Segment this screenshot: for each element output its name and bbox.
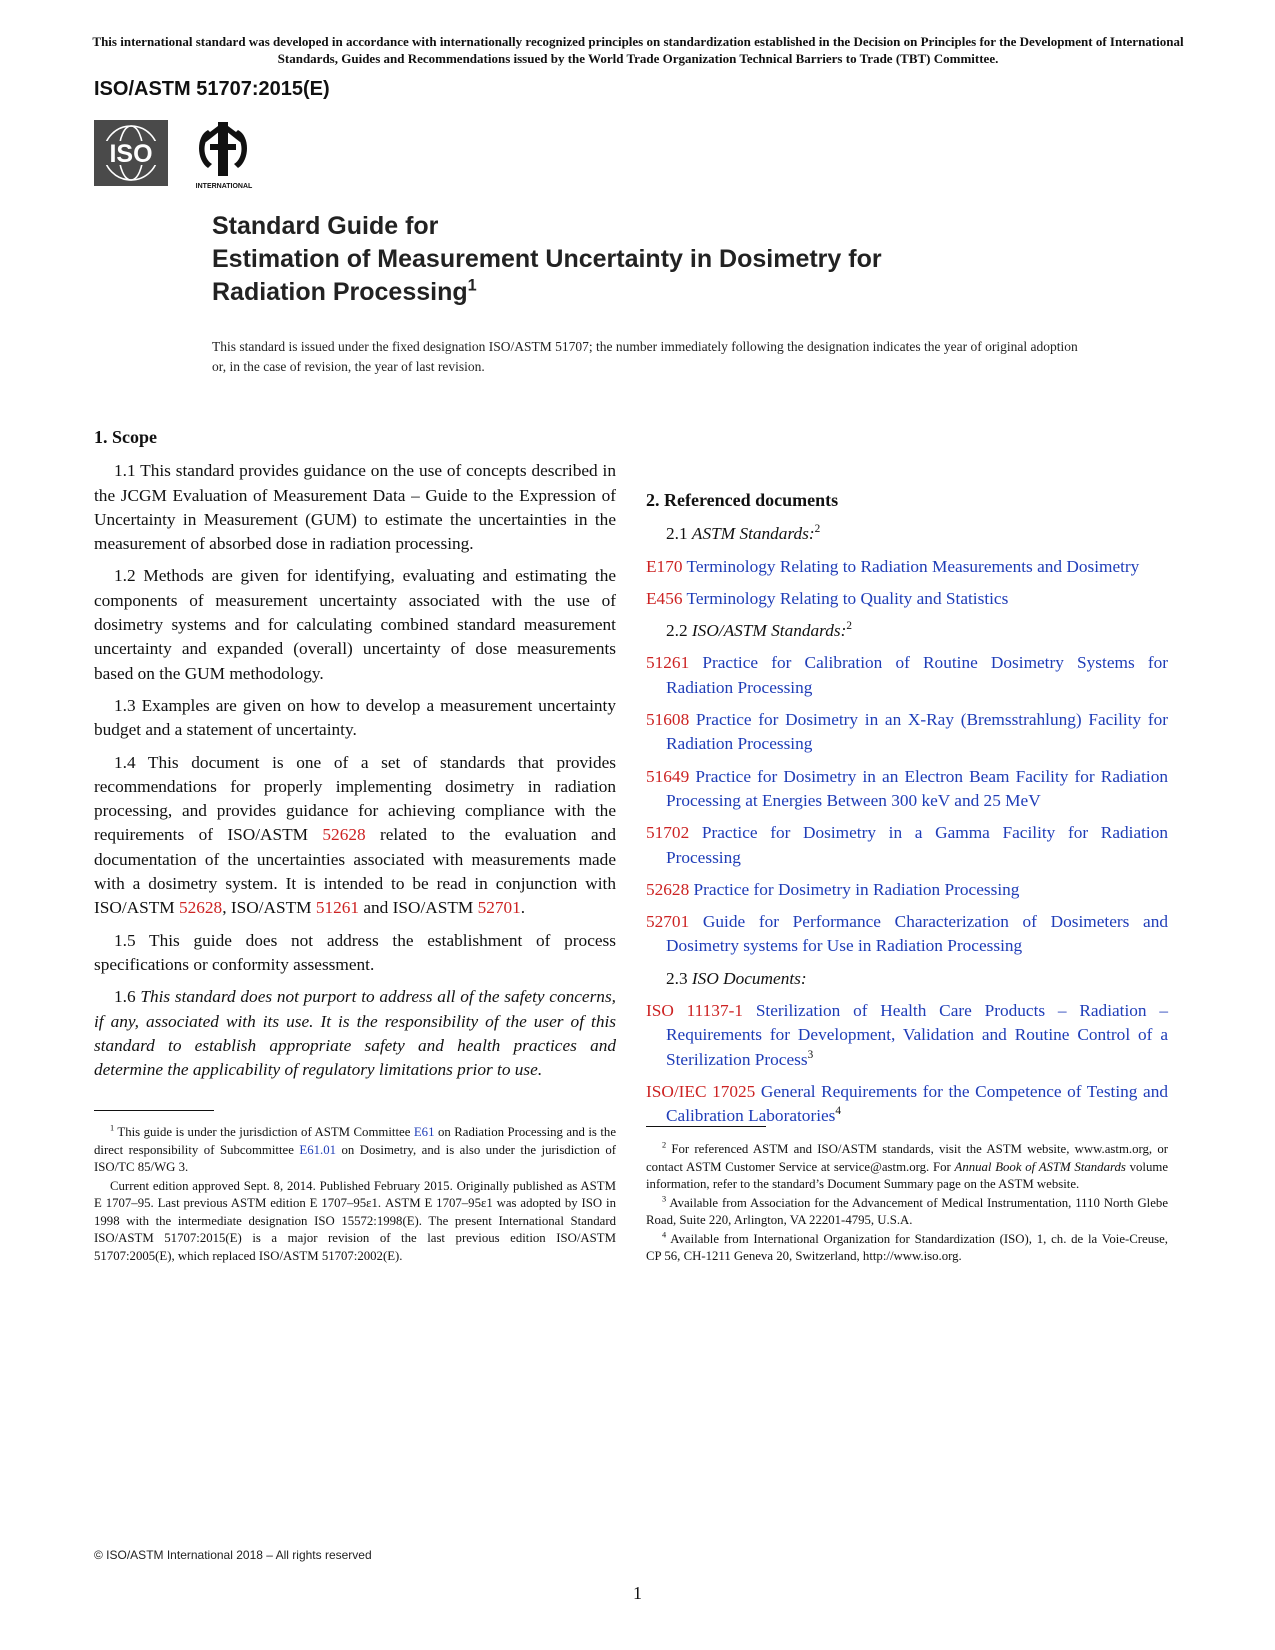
- left-column: [94, 425, 616, 1090]
- iso-globe-icon: [94, 120, 168, 186]
- reference-code[interactable]: 52701: [646, 912, 690, 932]
- reference-item[interactable]: [646, 910, 1168, 959]
- top-notice: This international standard was developed in accordance with internationally recognized principles on standardization established in the Decision on Principles for the Development of International Standards, Guides and Recommendations issued by the World Trade Organization Technical Barriers to Trade (TBT) Committee.: [92, 34, 1184, 66]
- iso-label-text: ISO Documents:: [691, 968, 807, 988]
- footnote-4: [646, 1231, 1168, 1266]
- reference-code[interactable]: ISO 11137-1: [646, 1001, 743, 1021]
- astm-standards-label: [646, 522, 1168, 546]
- page-number: 1: [633, 1583, 642, 1603]
- footnote-divider-left: [94, 1110, 214, 1111]
- title-line-2: Estimation of Measurement Uncertainty in Dosimetry for: [212, 245, 882, 273]
- iso-logo: [94, 120, 168, 186]
- footnote-1-marker: 1: [110, 1123, 115, 1133]
- isoastm-label-sup: 2: [846, 620, 852, 633]
- reference-code[interactable]: E170: [646, 556, 683, 576]
- scope-1-2: 1.2 Methods are given for identifying, evaluating and estimating the components of measurement uncertainty associated with the use of dosimetry systems and for calculating combined standard measurement uncertainty and expanded (overall) uncertainty of dose measurements based on the GUM methodology.: [94, 566, 616, 683]
- reference-code[interactable]: ISO/IEC 17025: [646, 1081, 756, 1101]
- scope-1-4: [94, 751, 616, 921]
- reference-item[interactable]: [646, 821, 1168, 870]
- isoastm-label-num: 2.2: [666, 621, 692, 641]
- link-e61-01[interactable]: E61.01: [299, 1142, 336, 1157]
- scope-1-4-text-e: .: [520, 898, 526, 918]
- footnote-1-text-a: This guide is under the jurisdiction of ASTM Committee: [114, 1125, 414, 1139]
- scope-1-4-text-c: , ISO/ASTM: [222, 898, 316, 918]
- scope-1-4-text-b: related to the evaluation and documentation of the uncertainties associated with measurements made with a dosimetry system. It is intended to be read in conjunction with ISO/ASTM: [94, 825, 616, 918]
- reference-item[interactable]: [646, 651, 1168, 700]
- reference-code[interactable]: 51608: [646, 710, 690, 730]
- reference-title[interactable]: Practice for Dosimetry in an X-Ray (Bremsstrahlung) Facility for Radiation Processing: [666, 710, 1168, 754]
- referenced-documents-heading: 2. Referenced documents: [646, 490, 839, 510]
- title-line-3: [212, 276, 1112, 309]
- scope-1-4-text-d: and ISO/ASTM: [359, 898, 478, 918]
- footnote-2-text-b: volume information, refer to the standard’s Document Summary page on the ASTM website.: [646, 1159, 1168, 1191]
- reference-title[interactable]: Terminology Relating to Radiation Measurements and Dosimetry: [686, 556, 1140, 576]
- footnote-1-text-c: on Dosimetry, and is also under the jurisdiction of ISO/TC 85/WG 3.: [94, 1142, 616, 1174]
- footnotes-left: [94, 1124, 616, 1266]
- link-e61[interactable]: E61: [413, 1125, 435, 1139]
- reference-footnote-marker: 3: [807, 1048, 814, 1061]
- reference-title[interactable]: Sterilization of Health Care Products – Radiation – Requirements for Development, Validation and Routine Control of a Sterilization Process: [666, 1001, 1169, 1069]
- reference-code[interactable]: 51702: [646, 823, 690, 843]
- scope-1-6-safety-text: This standard does not purport to address all of the safety concerns, if any, associated with its use. It is the responsibility of the user of this standard to establish appropriate safety and health practices and determine the applicability of regulatory limitations prior to use.: [94, 987, 616, 1080]
- footnote-1-edition: Current edition approved Sept. 8, 2014. Published February 2015. Originally published as ASTM E 1707–95. Last previous ASTM edition E 1707–95ε1. ASTM E 1707–95ε1 was adopted by ISO in 1998 with the intermediate designation ISO 15572:1998(E). The present International Standard ISO/ASTM 51707:2015(E) is a major revision of the last previous edition ISO/ASTM 51707:2005(E), which replaced ISO/ASTM 51707:2002(E).: [94, 1178, 616, 1263]
- footnote-divider-right: [646, 1126, 766, 1127]
- scope-1-6: [94, 985, 616, 1082]
- reference-title[interactable]: Practice for Dosimetry in an Electron Beam Facility for Radiation Processing at Energies Between 300 keV and 25 MeV: [666, 766, 1168, 810]
- scope-1-3: 1.3 Examples are given on how to develop a measurement uncertainty budget and a statement of uncertainty.: [94, 695, 616, 740]
- astm-emblem-icon: [188, 118, 268, 190]
- scope-1-5: 1.5 This guide does not address the establishment of process specifications or conformity assessment.: [94, 930, 616, 974]
- right-column: [646, 488, 1168, 1137]
- isoastm-reference-list: [646, 651, 1168, 958]
- title-line-1: Standard Guide for: [212, 212, 439, 240]
- footnote-1: [94, 1124, 616, 1177]
- reference-code[interactable]: 51261: [646, 653, 690, 673]
- reference-code[interactable]: 52628: [646, 879, 690, 899]
- footnote-4-text: Available from International Organization for Standardization (ISO), 1, ch. de la Voie-Creuse, CP 56, CH-1211 Geneva 20, Switzerland, http://www.iso.org.: [646, 1231, 1168, 1263]
- reference-title[interactable]: Practice for Dosimetry in a Gamma Facility for Radiation Processing: [666, 823, 1168, 867]
- title-line-3-text: Radiation Processing: [212, 278, 468, 306]
- reference-item[interactable]: [646, 999, 1168, 1072]
- link-52628[interactable]: 52628: [322, 825, 366, 845]
- scope-1-4-text-a: 1.4 This document is one of a set of standards that provides recommendations for properly implementing dosimetry in radiation processing, and provides guidance for achieving compliance with the requirements of ISO/ASTM: [94, 752, 616, 845]
- footnotes-right: [646, 1141, 1168, 1267]
- footnote-2-marker: 2: [662, 1140, 667, 1150]
- scope-1-1: 1.1 This standard provides guidance on the use of concepts described in the JCGM Evaluation of Measurement Data – Guide to the Expression of Uncertainty in Measurement (GUM) to estimate the uncertainties in the measurement of absorbed dose in radiation processing.: [94, 461, 616, 554]
- astm-reference-list: [646, 555, 1168, 612]
- iso-logo-text: ISO: [109, 140, 153, 168]
- reference-item[interactable]: [646, 765, 1168, 814]
- reference-item[interactable]: [646, 1080, 1168, 1129]
- footnote-1-text-b: on Radiation Processing and is the direct responsibility of Subcommittee: [94, 1125, 616, 1157]
- reference-title[interactable]: General Requirements for the Competence of Testing and Calibration Laboratories: [666, 1081, 1168, 1126]
- link-52628-second[interactable]: 52628: [178, 898, 223, 918]
- iso-label-num: 2.3: [666, 968, 692, 988]
- astm-label-text: ASTM Standards:: [691, 524, 815, 544]
- reference-code[interactable]: 51649: [646, 766, 690, 786]
- footnote-3-text: Available from Association for the Advancement of Medical Instrumentation, 1110 North Glebe Road, Suite 220, Arlington, VA 22201-4795, U.S.A.: [646, 1195, 1168, 1227]
- title-footnote-marker: 1: [467, 276, 477, 295]
- reference-footnote-marker: 4: [835, 1105, 842, 1118]
- designation: ISO/ASTM 51707:2015(E): [94, 78, 330, 100]
- footer-copyright: © ISO/ASTM International 2018 – All rights reserved: [94, 1548, 372, 1562]
- reference-title[interactable]: Practice for Calibration of Routine Dosimetry Systems for Radiation Processing: [666, 653, 1168, 697]
- footnote-2: [646, 1141, 1168, 1194]
- astm-label-num: 2.1: [666, 524, 692, 544]
- reference-title[interactable]: Terminology Relating to Quality and Statistics: [686, 588, 1009, 608]
- iso-documents-label: [646, 967, 1168, 991]
- reference-title[interactable]: Guide for Performance Characterization of Dosimeters and Dosimetry systems for Use in Radiation Processing: [666, 912, 1168, 956]
- link-51261[interactable]: 51261: [315, 898, 360, 918]
- reference-title[interactable]: Practice for Dosimetry in Radiation Processing: [693, 879, 1020, 899]
- footnote-2-italic: Annual Book of ASTM Standards: [954, 1159, 1126, 1174]
- reference-item[interactable]: [646, 878, 1168, 902]
- reference-code[interactable]: E456: [646, 588, 683, 608]
- footnote-4-marker: 4: [662, 1230, 667, 1240]
- document-title: [212, 210, 1112, 309]
- isoastm-standards-label: [646, 619, 1168, 643]
- iso-reference-list: [646, 999, 1168, 1128]
- scope-heading: 1. Scope: [94, 427, 157, 447]
- footnote-3: [646, 1195, 1168, 1230]
- astm-logo-caption: INTERNATIONAL: [195, 183, 253, 190]
- astm-logo: [188, 118, 268, 190]
- issued-statement: This standard is issued under the fixed designation ISO/ASTM 51707; the number immediately following the designation indicates the year of original adoption or, in the case of revision, the year of last revision.: [212, 339, 1078, 374]
- scope-1-6-number: 1.6: [114, 987, 141, 1007]
- footnote-3-marker: 3: [662, 1194, 667, 1204]
- link-52701[interactable]: 52701: [477, 898, 521, 918]
- reference-item[interactable]: [646, 708, 1168, 757]
- astm-label-sup: 2: [814, 523, 821, 536]
- reference-item[interactable]: [646, 555, 1168, 579]
- footnote-2-text-a: For referenced ASTM and ISO/ASTM standards, visit the ASTM website, www.astm.org, or contact ASTM Customer Service at service@astm.org. For: [646, 1142, 1168, 1174]
- isoastm-label-text: ISO/ASTM Standards:: [691, 621, 847, 641]
- reference-item[interactable]: [646, 587, 1168, 611]
